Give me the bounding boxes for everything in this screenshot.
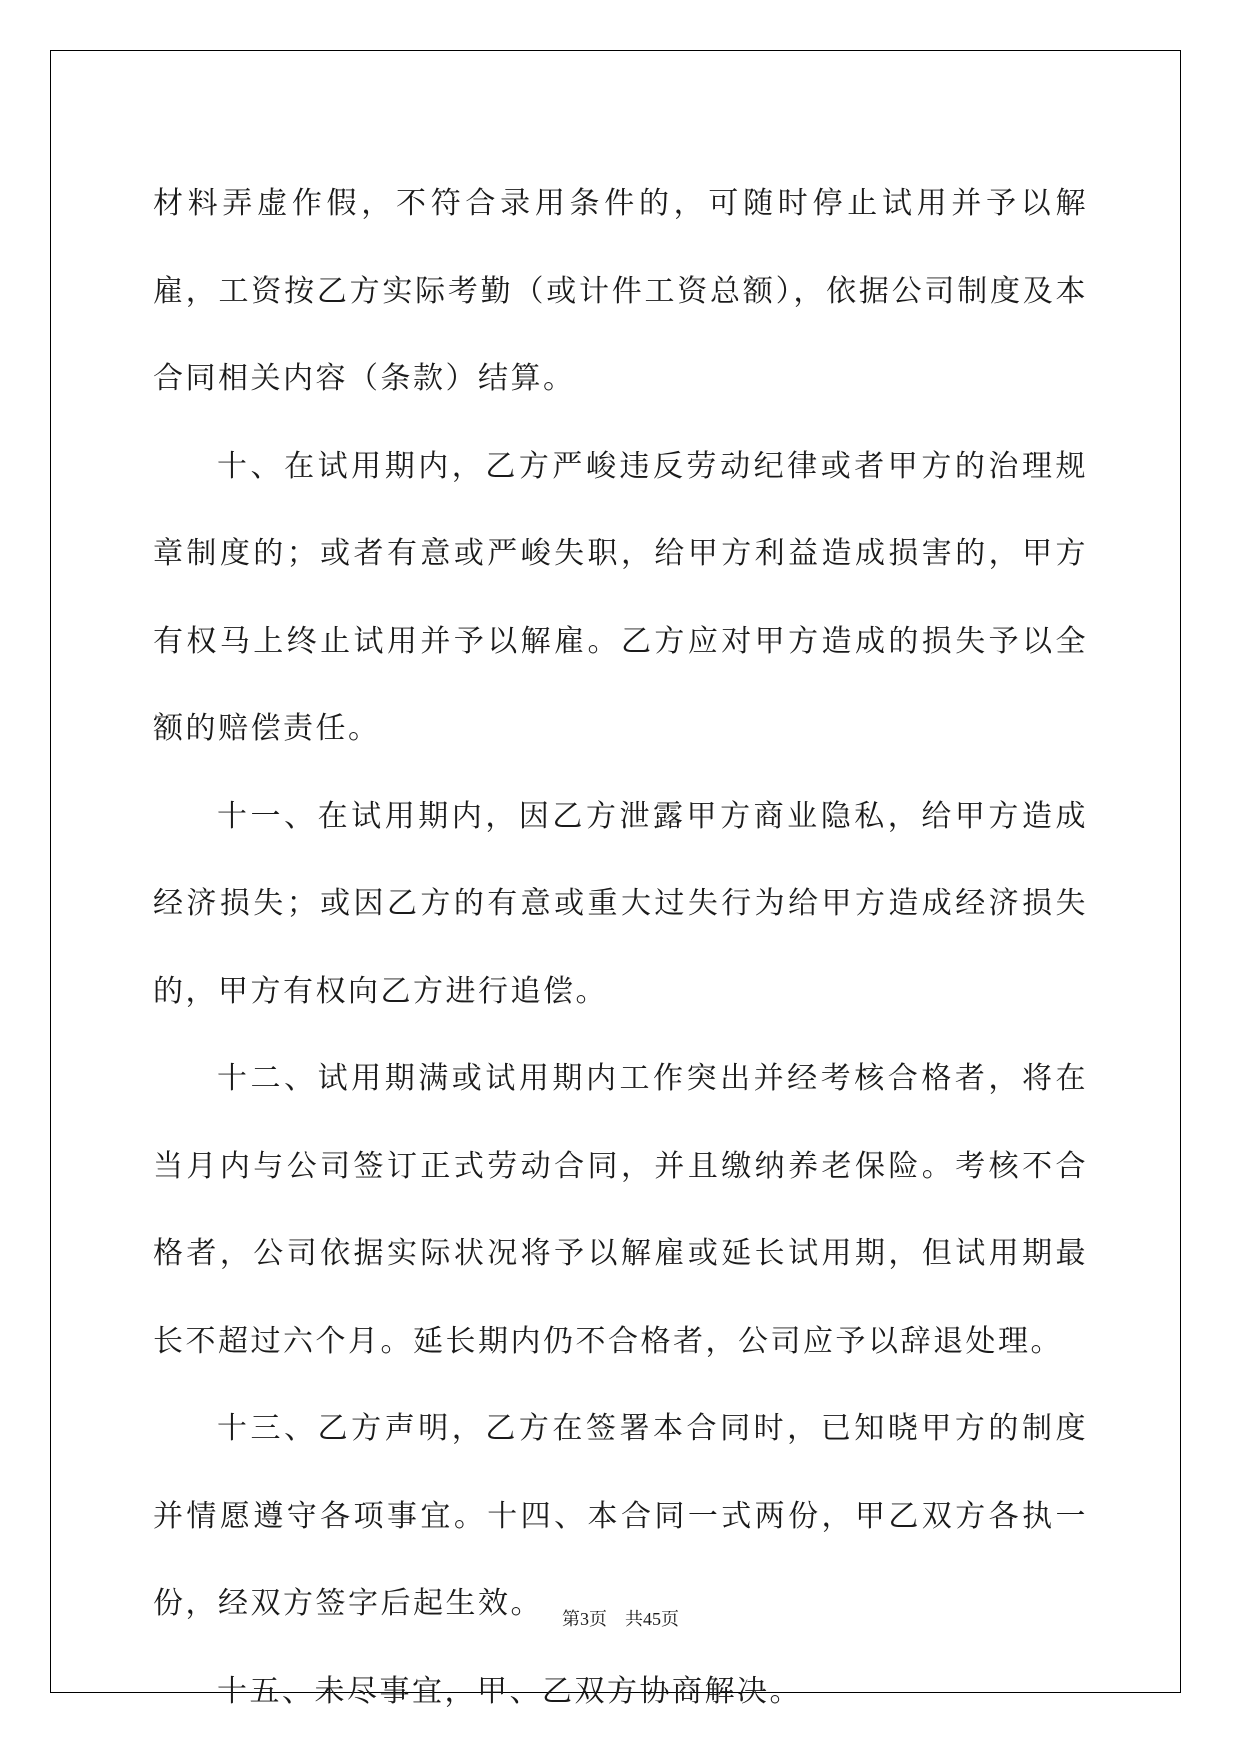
paragraph-clause-10: 十、在试用期内，乙方严峻违反劳动纪律或者甲方的治理规章制度的；或者有意或严峻失职，给甲方利益造成损害的，甲方有权马上终止试用并予以解雇。乙方应对甲方造成的损失予以全额的赔偿责任。	[153, 448, 1088, 746]
paragraph-clause-12: 十二、试用期满或试用期内工作突出并经考核合格者，将在当月内与公司签订正式劳动合同，并且缴纳养老保险。考核不合格者，公司依据实际状况将予以解雇或延长试用期，但试用期最长不超过六个月。延长期内仍不合格者，公司应予以辞退处理。	[153, 1061, 1088, 1359]
paragraph-clause-11: 十一、在试用期内，因乙方泄露甲方商业隐私，给甲方造成经济损失；或因乙方的有意或重大过失行为给甲方造成经济损失的，甲方有权向乙方进行追偿。	[153, 798, 1088, 1009]
paragraph-continuation: 材料弄虚作假，不符合录用条件的，可随时停止试用并予以解雇，工资按乙方实际考勤（或计件工资总额），依据公司制度及本合同相关内容（条款）结算。	[153, 186, 1088, 396]
page-footer	[0, 1605, 1241, 1631]
paragraph-clause-13: 十三、乙方声明，乙方在签署本合同时，已知晓甲方的制度并情愿遵守各项事宜。十四、本合同一式两份，甲乙双方各执一份，经双方签字后起生效。	[153, 1411, 1088, 1621]
paragraph-clause-15: 十五、未尽事宜，甲、乙双方协商解决。	[217, 1673, 802, 1709]
page-total: 共45页	[625, 1609, 679, 1629]
document-body	[153, 160, 1088, 1735]
page-number: 第3页	[562, 1609, 607, 1629]
